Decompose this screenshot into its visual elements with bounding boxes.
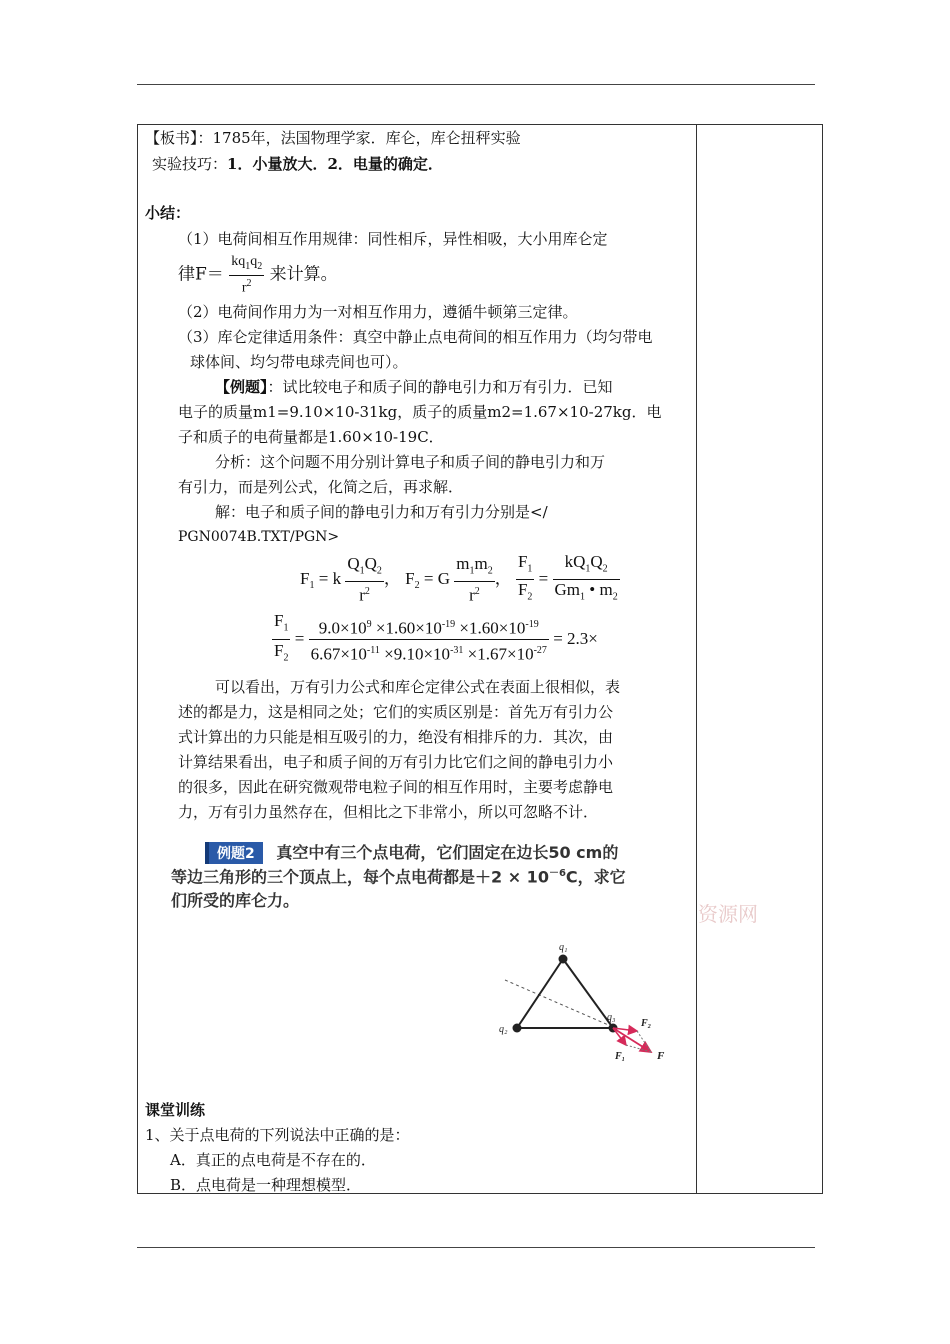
triangle-side-left [517,959,563,1028]
label-F1: F₁ [615,1051,626,1062]
conclusion-line-1: 可以看出，万有引力公式和库仑定律公式在表面上很相似，表 [215,678,621,696]
technique-bold: 1．小量放大．2．电量的确定． [227,155,443,173]
triangle-side-right [563,959,613,1028]
board-line: 【板书】：1785年，法国物理学家．库仑，库仑扭秤实验 [145,129,521,147]
example1-line1 [215,377,613,397]
charge-triangle-diagram [495,935,685,1085]
big-denominator: 6.67×10 [310,645,367,665]
example2-exponent: －6 [548,868,566,879]
table-column-divider [696,124,697,1194]
f2-lhs: F [405,568,415,588]
technique-line [152,154,443,174]
technique-prefix: 实验技巧： [152,155,228,173]
big-numerator: 9.0×10 [318,618,367,638]
force-F-arrow [613,1028,651,1052]
coulomb-law-fraction: $\frac{kq_1q_2}{r^2}$ [231,254,263,296]
formula-row-2: $\frac{F_1}{F_2}$ = $\frac{9.0\times 10^9 \times 1.60\times 10^{-19} \times 1.60\times 10^{-19}}{6.67\times 10^{-11} \times 9.10\times 10^{-31} \times 1.67\times 10^{-27}}$ = 2.3× [272,610,598,670]
practice-question-1: 1、关于点电荷的下列说法中正确的是： [145,1126,410,1144]
coulomb-law-numerator: kq [231,254,246,269]
watermark: 资源网 [698,902,758,926]
example2-line1: 真空中有三个点电荷，它们固定在边长50 cm的 [276,843,619,862]
conclusion-line-4: 计算结果看出，电子和质子间的万有引力比它们之间的静电引力小 [178,753,614,771]
analysis-line1: 分析：这个问题不用分别计算电子和质子间的静电引力和万 [215,453,606,471]
example2-line2: 等边三角形的三个顶点上，每个点电荷都是＋2 × 10 [171,867,549,887]
big-fraction: $\frac{9.0\times 10^9 \times 1.60\times 10^{-19} \times 1.60\times 10^{-19}}{6.67\times 10^{-11} \times 9.10\times 10^{-31} \times 1.67\times 10^{-27}}$ [309,614,549,666]
header-rule [137,84,815,85]
summary-point-3a: （3）库仑定律适用条件：真空中静止点电荷间的相互作用力（均匀带电 [178,328,653,346]
example2-clip [165,828,695,918]
label-q1: q₁ [559,942,568,953]
coulomb-law-suffix: 来计算。 [269,264,338,285]
conclusion-line-2: 述的都是力，这是相同之处；它们的实质区别是：首先万有引力公 [178,703,614,721]
conclusion-line-3: 式计算出的力只能是相互吸引的力，绝没有相排斥的力．其次，由 [178,728,614,746]
force-F1-arrow [613,1028,626,1045]
charge-q2-dot [513,1024,522,1033]
conclusion-line-5: 的很多，因此在研究微观带电粒子间的相互作用时，主要考虑静电 [178,778,614,796]
formula-row-1: $F_1 = k$ $\frac{Q_1Q_2}{r^2}$ ， $F_2 = G$ $\frac{m_1m_2}{r^2}$ ， $\frac{F_1}{F_2}$ = $\frac{kQ_1Q_2}{Gm_1 • m_2}$ [300,552,620,608]
solution-line1: 解：电子和质子间的静电引力和万有引力分别是</ [215,503,548,521]
example1-label: 【例题】 [215,378,268,396]
summary-point-2: （2）电荷间作用力为一对相互作用力，遵循牛顿第三定律。 [178,303,578,321]
footer-rule [137,1247,815,1248]
example1-text: ：试比较电子和质子间的静电引力和万有引力．已知 [267,378,613,396]
label-q2: q₂ [499,1024,508,1035]
solution-line2: PGN0074B.TXT/PGN> [178,529,340,545]
f1-lhs: F [300,568,310,588]
f2-g: G [437,568,450,588]
f1-numerator: Q [347,553,360,573]
big-lhs-fraction: $\frac{F_1}{F_2}$ [274,611,289,664]
ratio-numerator: kQ [564,552,586,571]
example2-line3: 们所受的库仑力。 [171,891,300,910]
label-F2: F₂ [641,1018,652,1029]
ratio-denominator: Gm [554,580,580,600]
example1-line2: 电子的质量m1=9.10×10-31kg，质子的质量m2=1.67×10-27kg．电 [178,403,662,421]
charge-q1-dot [559,955,568,964]
ratio-lhs-fraction: $\frac{F_1}{F_2}$ [517,552,533,603]
parallelogram-dash-2 [626,1045,651,1052]
f2-numerator: m [456,553,470,573]
coulomb-law-denominator: r [241,280,247,296]
example2-tag: 例题2 [205,842,263,864]
label-F: F [657,1050,665,1062]
practice-option-a: A．真正的点电荷是不存在的． [170,1151,376,1169]
ratio-fraction: $\frac{kQ_1Q_2}{Gm_1 • m_2}$ [554,552,618,603]
big-result: = 2.3× [553,628,598,648]
example2-line2-end: C，求它 [565,867,626,887]
practice-heading: 课堂训练 [145,1101,206,1119]
summary-point-3b: 球体间、均匀带电球壳间也可）。 [190,353,408,371]
practice-option-b: B．点电荷是一种理想模型． [170,1176,362,1194]
summary-point-1a: （1）电荷间相互作用规律：同性相斥，异性相吸，大小用库仑定 [178,230,608,248]
analysis-line2: 有引力，而是列公式，化简之后，再求解． [178,478,464,496]
f1-denominator: r [359,585,365,605]
f1-fraction: $\frac{Q_1Q_2}{r^2}$ [347,553,382,605]
f2-fraction: $\frac{m_1m_2}{r^2}$ [456,553,493,605]
summary-point-1b [178,254,338,296]
conclusion-line-6: 力，万有引力虽然存在，但相比之下非常小，所以可忽略不计． [178,803,599,821]
coulomb-law-prefix: 律F＝ [178,264,224,285]
f2-denominator: r [469,585,475,605]
f1-k: k [332,568,342,588]
label-q3: q₃ [607,1012,616,1023]
summary-heading: 小结： [145,204,191,222]
example1-line3: 子和质子的电荷量都是1.60×10-19C． [178,428,444,446]
